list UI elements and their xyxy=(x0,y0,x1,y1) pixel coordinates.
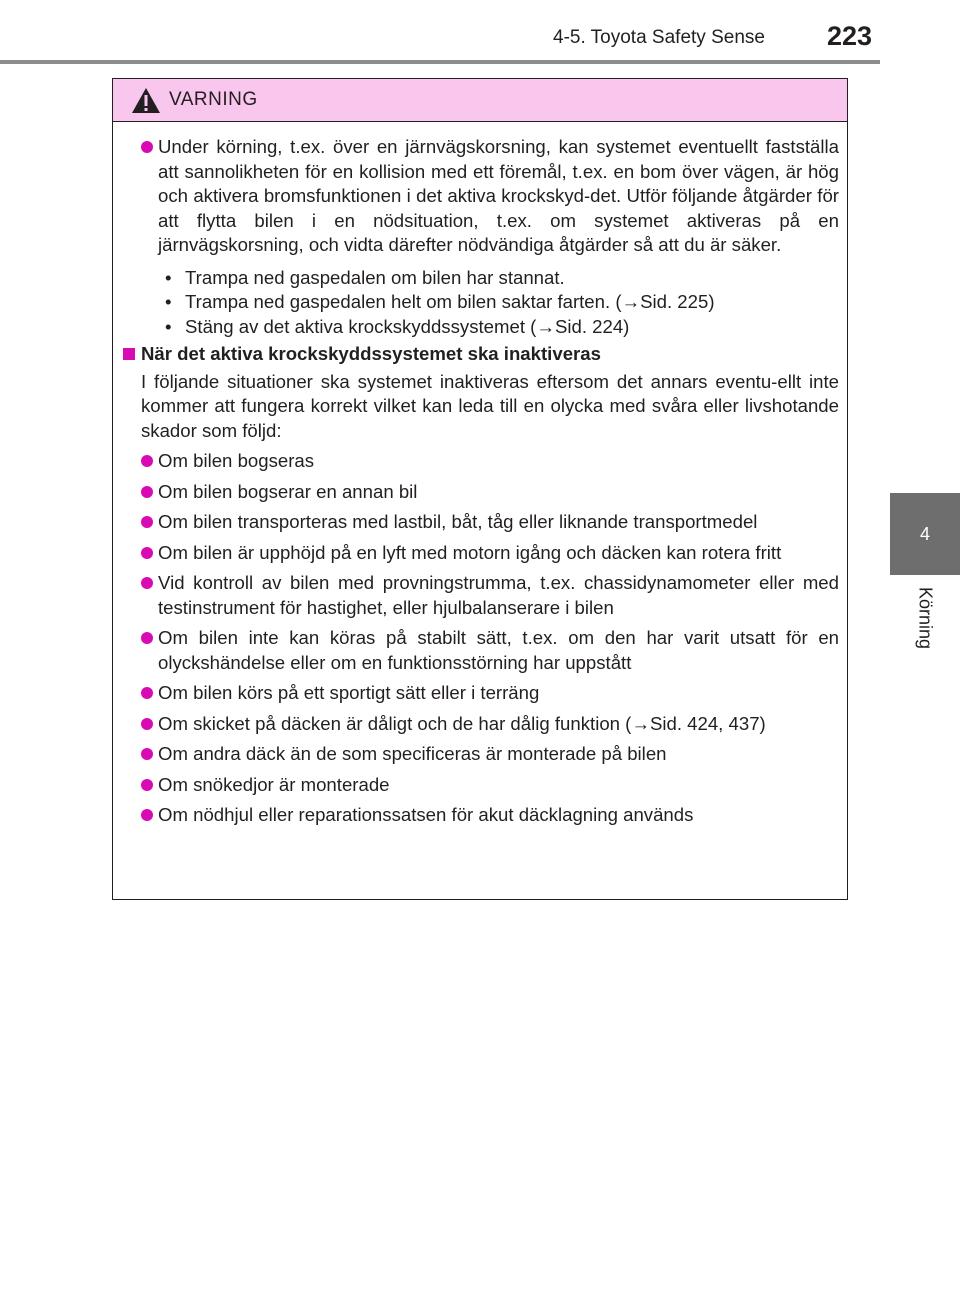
condition-text: Om bilen körs på ett sportigt sätt eller i terräng xyxy=(158,682,540,703)
warning-content xyxy=(113,122,847,828)
chapter-tab xyxy=(890,493,960,575)
bullet-dot-icon xyxy=(141,687,153,699)
sub-bullet-icon: • xyxy=(165,266,172,288)
header-divider xyxy=(0,60,880,64)
sub-item xyxy=(165,315,839,340)
bullet-dot-icon xyxy=(141,779,153,791)
bullet-dot-icon xyxy=(141,577,153,589)
condition-item xyxy=(123,742,839,767)
warning-triangle-icon xyxy=(131,87,161,114)
bullet-dot-icon xyxy=(141,547,153,559)
sub-bullet-icon: • xyxy=(165,291,172,312)
sub-item xyxy=(165,266,839,291)
condition-text: Om snökedjor är monterade xyxy=(158,773,390,795)
section-square-icon xyxy=(123,348,135,360)
warning-box xyxy=(112,78,848,900)
main-bullet-text: Under körning, t.ex. över en järnvägskorsning, kan systemet eventuellt fastställa att sannolikheten för en kollision med ett föremål, t.ex. en bom över vägen, är hög och aktivera bromsfunktionen i det aktiva krockskyd-det. Utför följande åtgärder för att flytta bilen i en nödsituation, t.ex. om systemet aktiveras på en järnvägskorsning, och vidta därefter nödvändiga åtgärder så att du är säker. xyxy=(158,136,839,255)
condition-text: Om bilen bogseras xyxy=(158,450,315,471)
main-bullet xyxy=(123,135,839,258)
chapter-number: 4 xyxy=(919,523,930,544)
sub-bullet-icon: • xyxy=(165,315,172,337)
section-intro: I följande situationer ska systemet inaktiveras eftersom det annars eventu-ellt inte kommer att fungera korrekt vilket kan leda till en olycka med svåra eller livshotande skador som följd: xyxy=(141,370,839,441)
condition-item xyxy=(123,773,839,798)
sub-list xyxy=(165,266,839,340)
condition-text: Om andra däck än de som specificeras är monterade på bilen xyxy=(158,743,667,764)
condition-item xyxy=(123,626,839,675)
section-heading xyxy=(123,342,839,367)
bullet-dot-icon xyxy=(141,809,153,821)
warning-header xyxy=(113,79,847,122)
chapter-label-area xyxy=(890,575,960,725)
condition-text: Vid kontroll av bilen med provningstrumma, t.ex. chassidynamometer eller med testinstrument för hastighet, eller hjulbalanserare i bilen xyxy=(158,572,839,618)
condition-text: Om nödhjul eller reparationssatsen för akut däcklagning används xyxy=(158,804,694,825)
bullet-dot-icon xyxy=(141,718,153,730)
condition-item xyxy=(123,480,839,505)
sub-item-text: Trampa ned gaspedalen om bilen har stannat. xyxy=(185,266,565,288)
bullet-dot-icon xyxy=(141,748,153,760)
bullet-dot-icon xyxy=(141,632,153,644)
condition-item xyxy=(123,541,839,566)
bullet-dot-icon xyxy=(141,141,153,153)
sub-item xyxy=(165,290,839,315)
bullet-dot-icon xyxy=(141,486,153,498)
sub-item-text: Trampa ned gaspedalen helt om bilen saktar farten. (→Sid. 225) xyxy=(185,291,715,312)
chapter-label: Körning xyxy=(915,587,936,650)
condition-item xyxy=(123,803,839,828)
condition-item xyxy=(123,449,839,474)
sub-item-text: Stäng av det aktiva krockskyddssystemet (→Sid. 224) xyxy=(185,315,630,337)
condition-text: Om skicket på däcken är dåligt och de har dålig funktion (→Sid. 424, 437) xyxy=(158,712,766,734)
condition-text: Om bilen inte kan köras på stabilt sätt, t.ex. om den har varit utsatt för en olyckshändelse eller om en funktionsstörning har uppstått xyxy=(158,627,839,673)
conditions-list xyxy=(123,449,839,828)
condition-text: Om bilen bogserar en annan bil xyxy=(158,480,418,502)
condition-text: Om bilen transporteras med lastbil, båt, tåg eller liknande transportmedel xyxy=(158,511,758,532)
section-title: 4-5. Toyota Safety Sense xyxy=(553,27,765,48)
page-number: 223 xyxy=(827,21,873,51)
section-heading-text: När det aktiva krockskyddssystemet ska inaktiveras xyxy=(141,343,601,364)
bullet-dot-icon xyxy=(141,516,153,528)
condition-item xyxy=(123,510,839,535)
condition-item xyxy=(123,712,839,737)
condition-item xyxy=(123,571,839,620)
warning-title: VARNING xyxy=(169,89,258,110)
condition-text: Om bilen är upphöjd på en lyft med motorn igång och däcken kan rotera fritt xyxy=(158,541,782,563)
condition-item xyxy=(123,681,839,706)
bullet-dot-icon xyxy=(141,455,153,467)
